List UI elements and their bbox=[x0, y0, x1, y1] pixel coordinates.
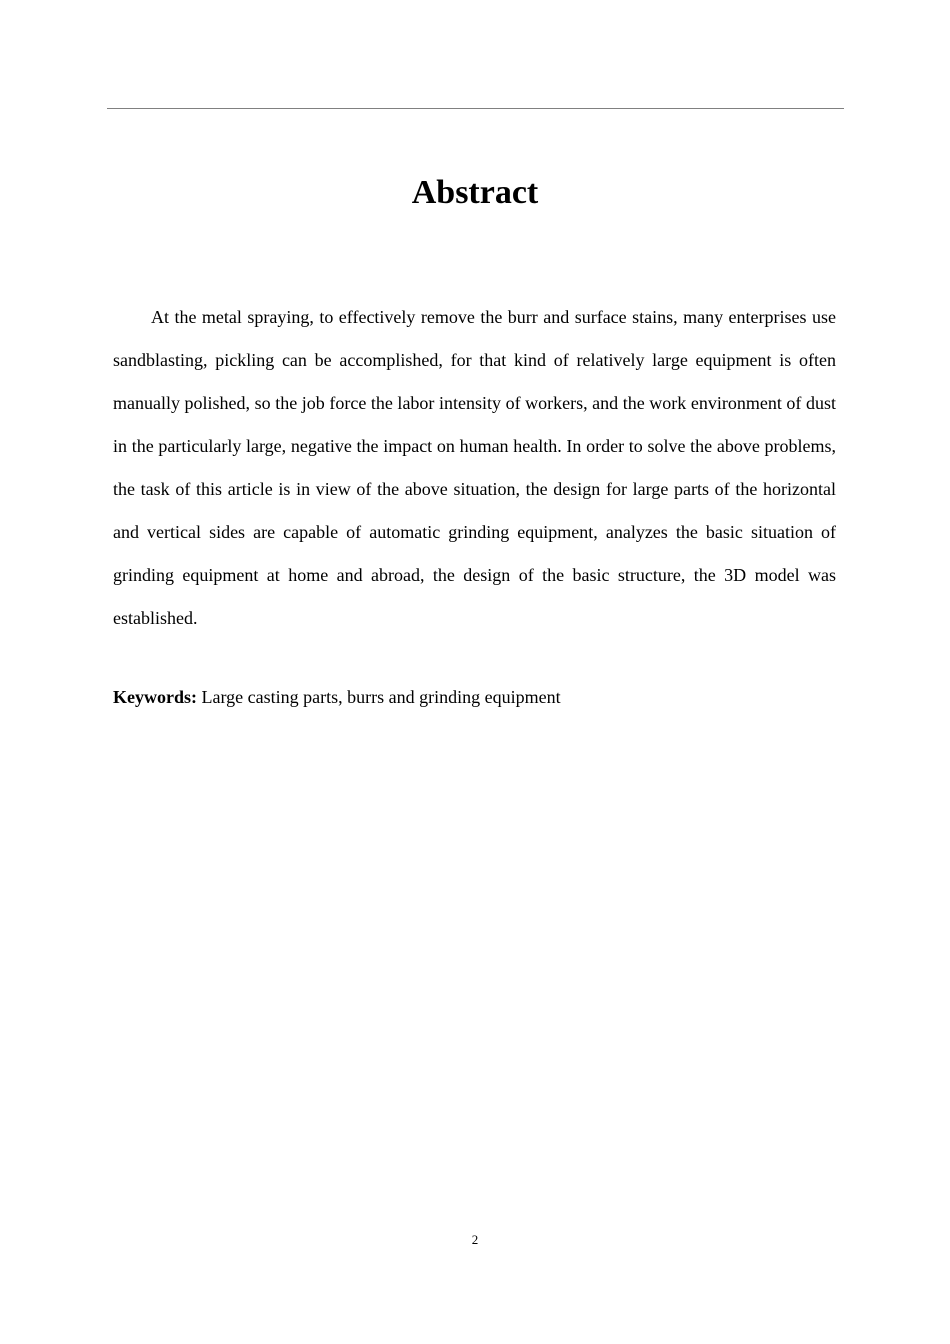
page-title: Abstract bbox=[411, 174, 539, 211]
page-number: 2 bbox=[471, 1232, 479, 1247]
keywords-text: Large casting parts, burrs and grinding equipment bbox=[197, 687, 561, 707]
abstract-paragraph: At the metal spraying, to effectively remove the burr and surface stains, many enterprises use sandblasting, pickling can be accomplished, for that kind of relatively large equipment is often manually polished, so the job force the labor intensity of workers, and the work environment of dust in the particularly large, negative the impact on human health. In order to solve the above problems, the task of this article is in view of the above situation, the design for large parts of the horizontal and vertical sides are capable of automatic grinding equipment, analyzes the basic situation of grinding equipment at home and abroad, the design of the basic structure, the 3D model was established. bbox=[113, 307, 836, 628]
keywords-label: Keywords: bbox=[113, 687, 197, 707]
header-rule bbox=[107, 108, 844, 109]
keywords-line bbox=[113, 683, 836, 711]
